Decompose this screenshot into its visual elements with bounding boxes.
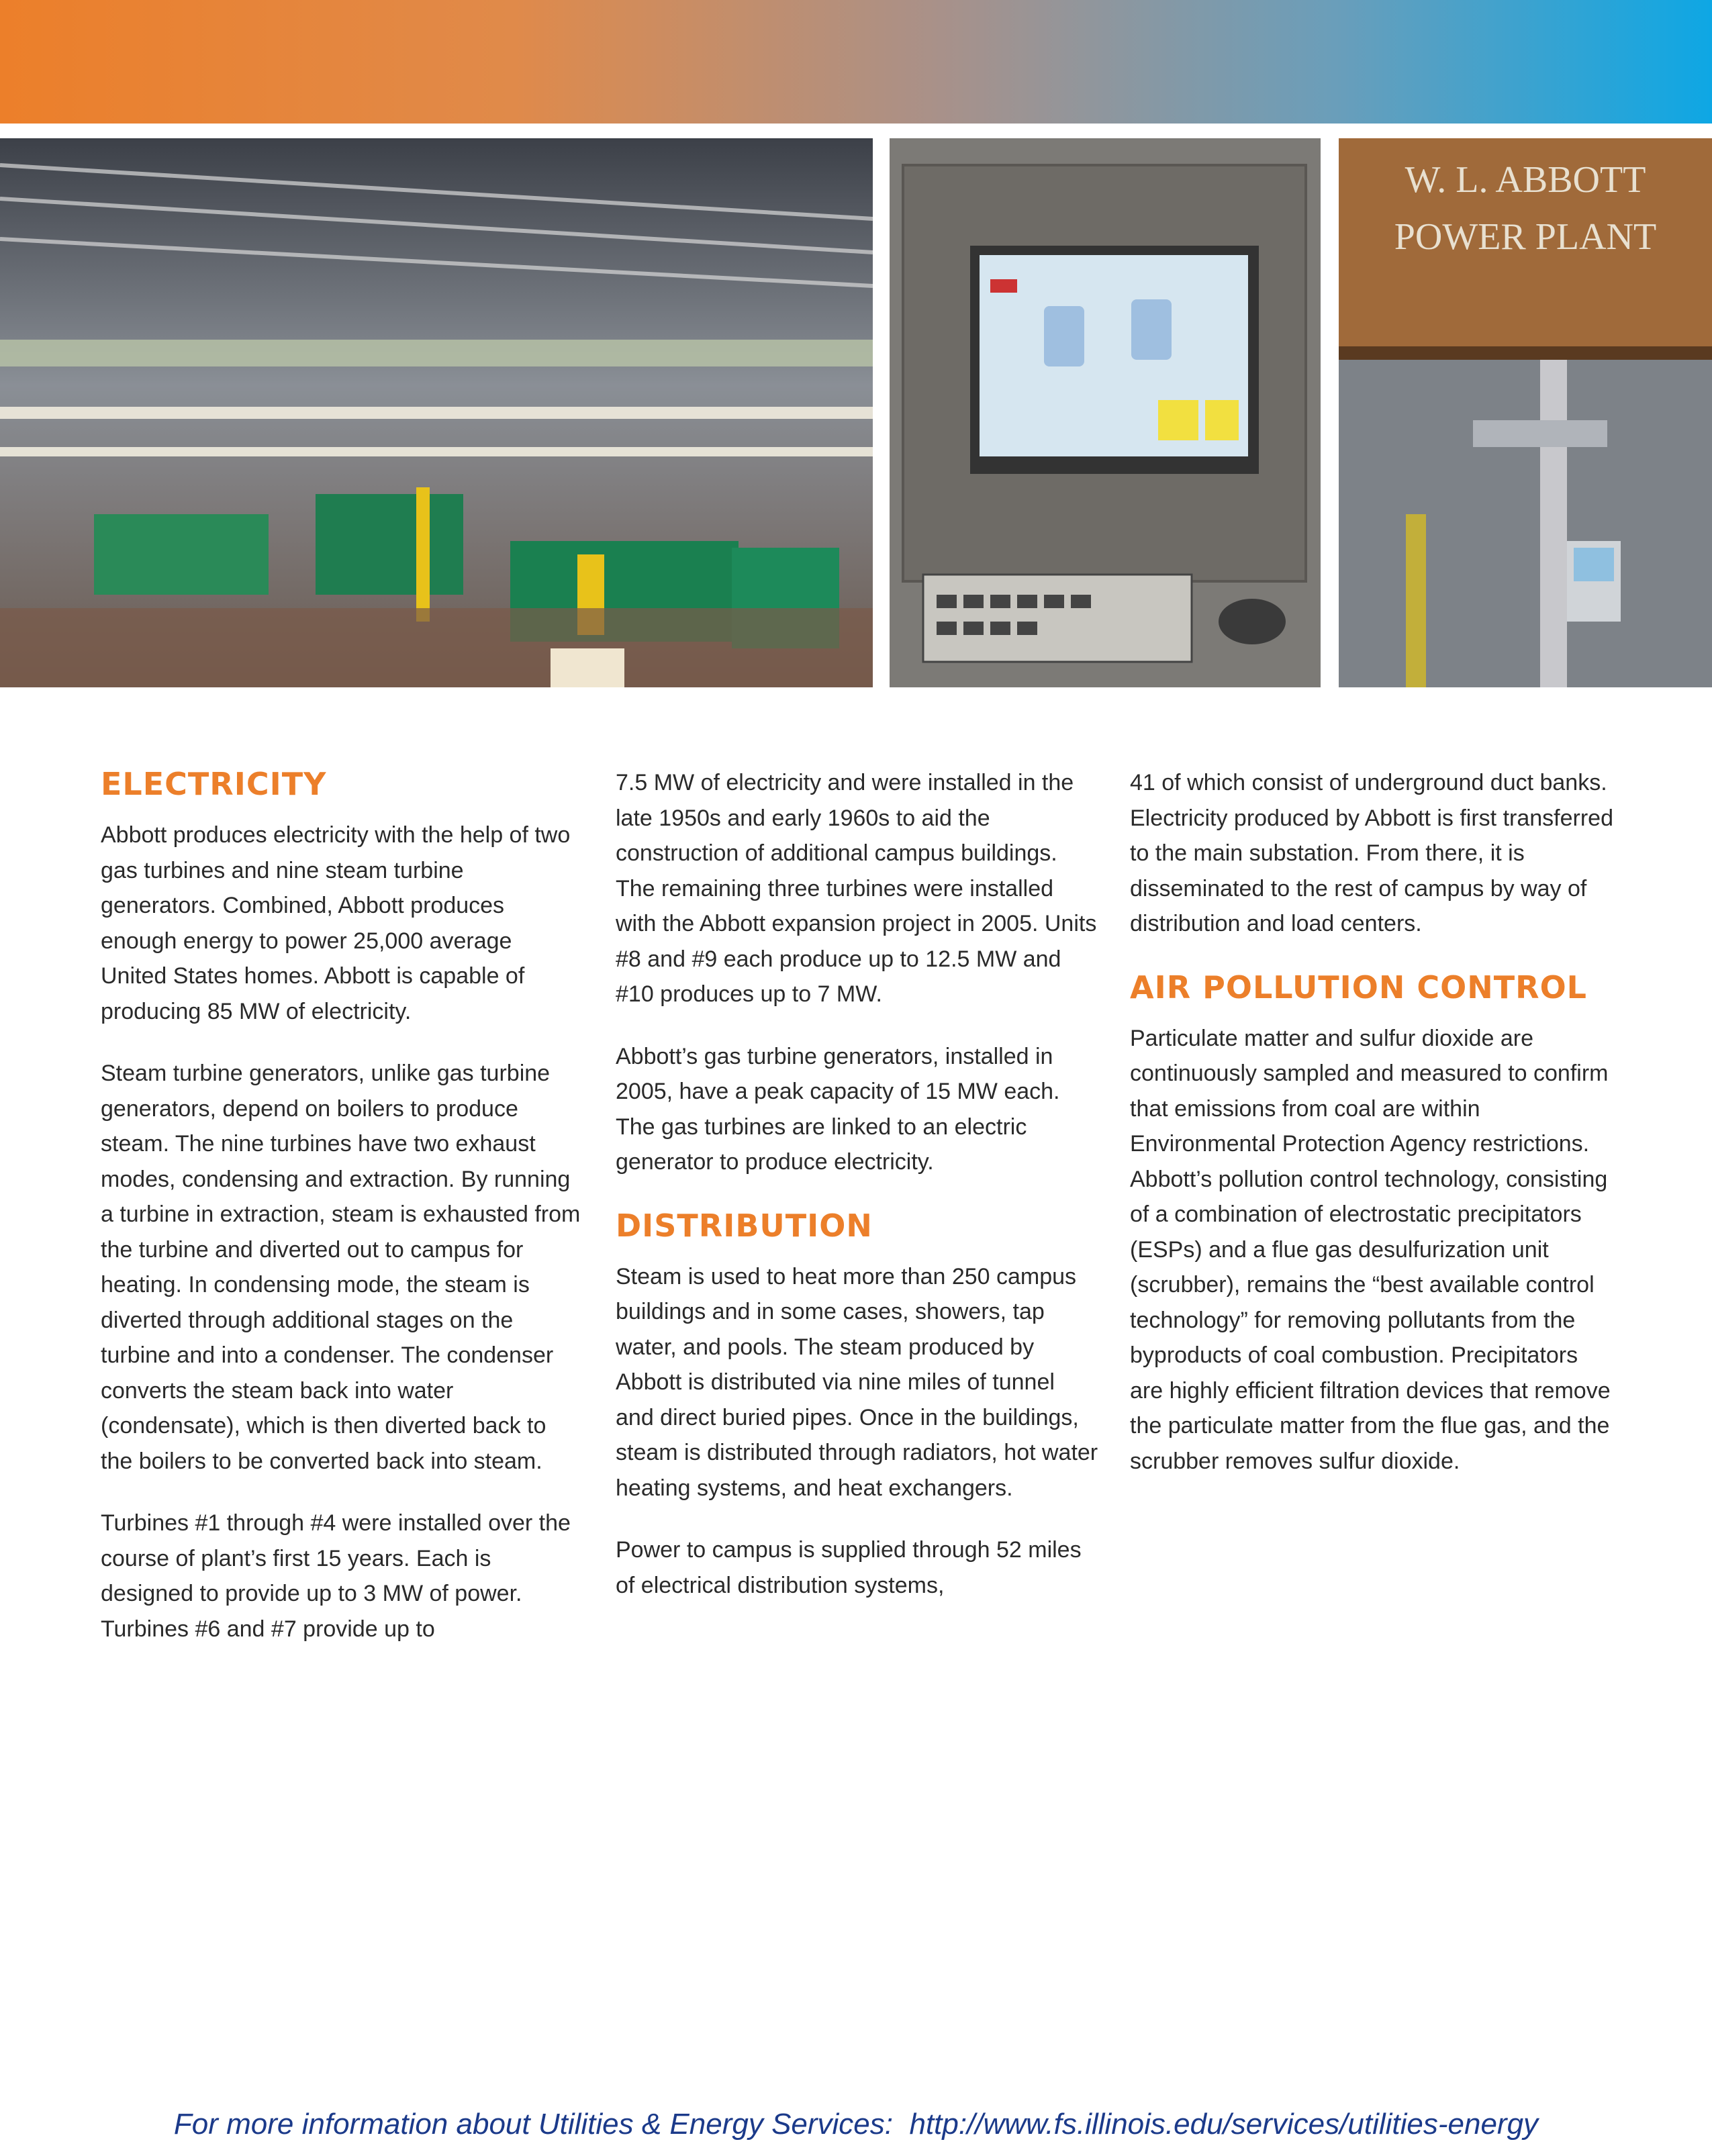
- column-electricity: [101, 765, 584, 1673]
- heading-electricity: ELECTRICITY: [101, 766, 327, 802]
- paragraph-turbines-continued: 7.5 MW of electricity and were installed in the late 1950s and early 1960s to aid the construction of additional campus buildings. The remaining three turbines were installed with the Abbott expansion project in 2005. Units #8 and #9 each produce up to 12.5 MW and #10 produces up to 7 MW.: [616, 770, 1097, 1007]
- sign-line2: POWER PLANT: [1394, 216, 1657, 258]
- paragraph-distribution-continued: 41 of which consist of underground duct banks. Electricity produced by Abbott is first transferred to the main substation. From there, it is disseminated to the rest of campus by way of distribution and load centers.: [1130, 770, 1613, 936]
- heading-air-pollution-control: AIR POLLUTION CONTROL: [1130, 969, 1587, 1006]
- paragraph-distribution-1: Steam is used to heat more than 250 campus buildings and in some cases, showers, tap water, and pools. The steam produced by Abbott is distributed via nine miles of tunnel and direct buried pipes. Once in the buildings, steam is distributed through radiators, hot water heating systems, and heat exchangers.: [616, 1263, 1098, 1501]
- paragraph-gas-turbines: Abbott’s gas turbine generators, installed in 2005, have a peak capacity of 15 MW each. The gas turbines are linked to an electric generator to produce electricity.: [616, 1043, 1060, 1175]
- turbine-hall-icon: [0, 138, 873, 687]
- column-middle: [616, 765, 1099, 1630]
- control-panel-photo: [890, 138, 1321, 687]
- footer-url-link[interactable]: http://www.fs.illinois.edu/services/utilities-energy: [909, 2108, 1539, 2141]
- column-right: [1130, 765, 1613, 1506]
- heading-distribution: DISTRIBUTION: [616, 1207, 873, 1244]
- paragraph-electricity-2: Steam turbine generators, unlike gas turbine generators, depend on boilers to produce steam. The nine turbines have two exhaust modes, condensing and extraction. By running a turbine in extraction, steam is exhausted from the turbine and diverted out to campus for heating. In condensing mode, the steam is diverted through additional stages on the turbine and into a condenser. The condenser converts the steam back into water (condensate), which is then diverted back to the boilers to be converted back into steam.: [101, 1061, 581, 1474]
- turbine-hall-photo: [0, 138, 873, 687]
- paragraph-electricity-1: Abbott produces electricity with the help of two gas turbines and nine steam turbine generators. Combined, Abbott produces enough energy to power 25,000 average United States homes. Abbott is capable of producing 85 MW of electricity.: [101, 822, 571, 1024]
- paragraph-electricity-3: Turbines #1 through #4 were installed over the course of plant’s first 15 years. Each is designed to provide up to 3 MW of power. Turbines #6 and #7 provide up to: [101, 1510, 571, 1642]
- footer-label: For more information about Utilities & Energy Services:: [173, 2108, 894, 2141]
- sign-line1: W. L. ABBOTT: [1405, 159, 1646, 201]
- sign-icon: [1339, 138, 1712, 687]
- paragraph-air-pollution: Particulate matter and sulfur dioxide are continuously sampled and measured to confirm that emissions from coal are within Environmental Protection Agency restrictions. Abbott’s pollution control technology, consisting of a combination of electrostatic precipitators (ESPs) and a flue gas desulfurization unit (scrubber), remains the “best available control technology” for removing pollutants from the byproducts of coal combustion. Precipitators are highly efficient filtration devices that remove the particulate matter from the flue gas, and the scrubber removes sulfur dioxide.: [1130, 1025, 1611, 1474]
- footer: [0, 2108, 1712, 2141]
- header-gradient-bar: [0, 0, 1712, 124]
- sign-photo: [1339, 138, 1712, 687]
- control-panel-icon: [890, 138, 1321, 687]
- paragraph-distribution-2: Power to campus is supplied through 52 miles of electrical distribution systems,: [616, 1537, 1082, 1598]
